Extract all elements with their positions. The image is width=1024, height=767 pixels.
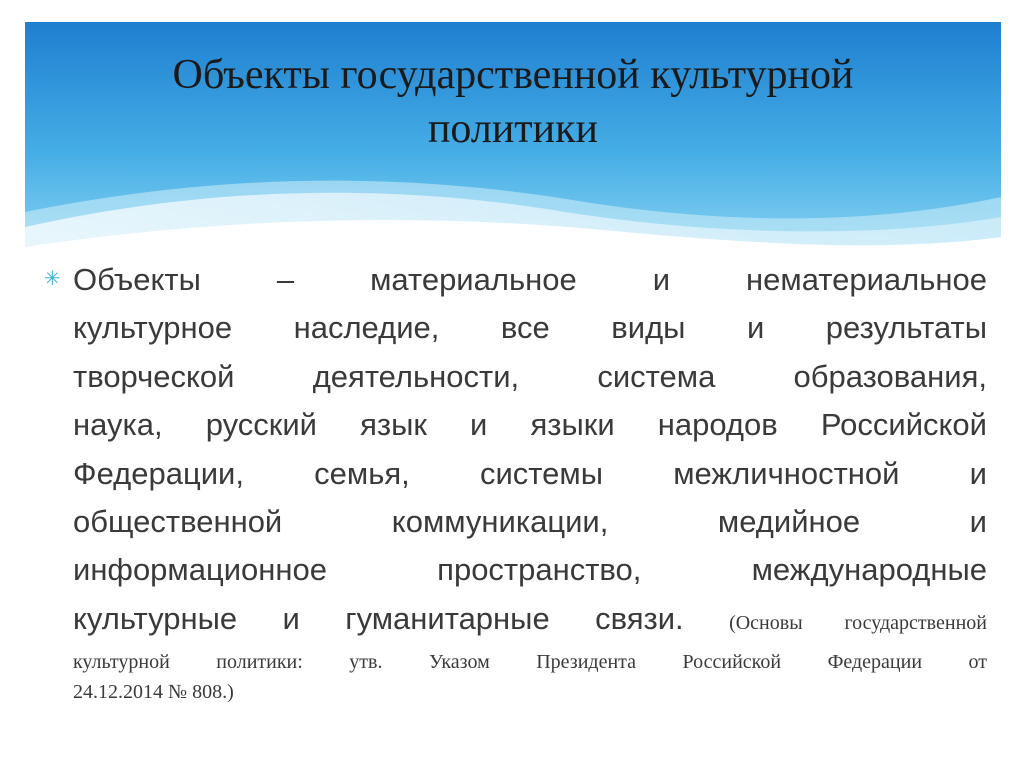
citation-line: 24.12.2014 № 808.) bbox=[73, 681, 234, 704]
citation-line: культурной политики: утв. Указом Президента Российской Федерации от bbox=[73, 651, 987, 674]
title-line: политики bbox=[427, 106, 599, 152]
citation-start: (Основы государственной bbox=[729, 611, 987, 634]
title-line: Объекты государственной культурной bbox=[172, 52, 854, 98]
slide-title bbox=[25, 48, 1001, 156]
body-line: Федерации, семья, системы межличностной и bbox=[73, 455, 987, 491]
body-line: общественной коммуникации, медийное и bbox=[73, 504, 987, 540]
body-line-end: культурные и гуманитарные связи. bbox=[73, 600, 684, 636]
asterisk-bullet-icon: ✳ bbox=[44, 266, 61, 290]
body-line-with-citation bbox=[73, 595, 987, 647]
body-line: Объекты – материальное и нематериальное bbox=[73, 262, 987, 297]
body-line: информационное пространство, международные bbox=[73, 552, 987, 588]
body-line: творческой деятельности, система образования, bbox=[73, 358, 987, 394]
body-paragraph bbox=[73, 256, 987, 707]
body-line: наука, русский язык и языки народов Российской bbox=[73, 407, 987, 443]
body-line: культурное наследие, все виды и результаты bbox=[73, 310, 987, 346]
